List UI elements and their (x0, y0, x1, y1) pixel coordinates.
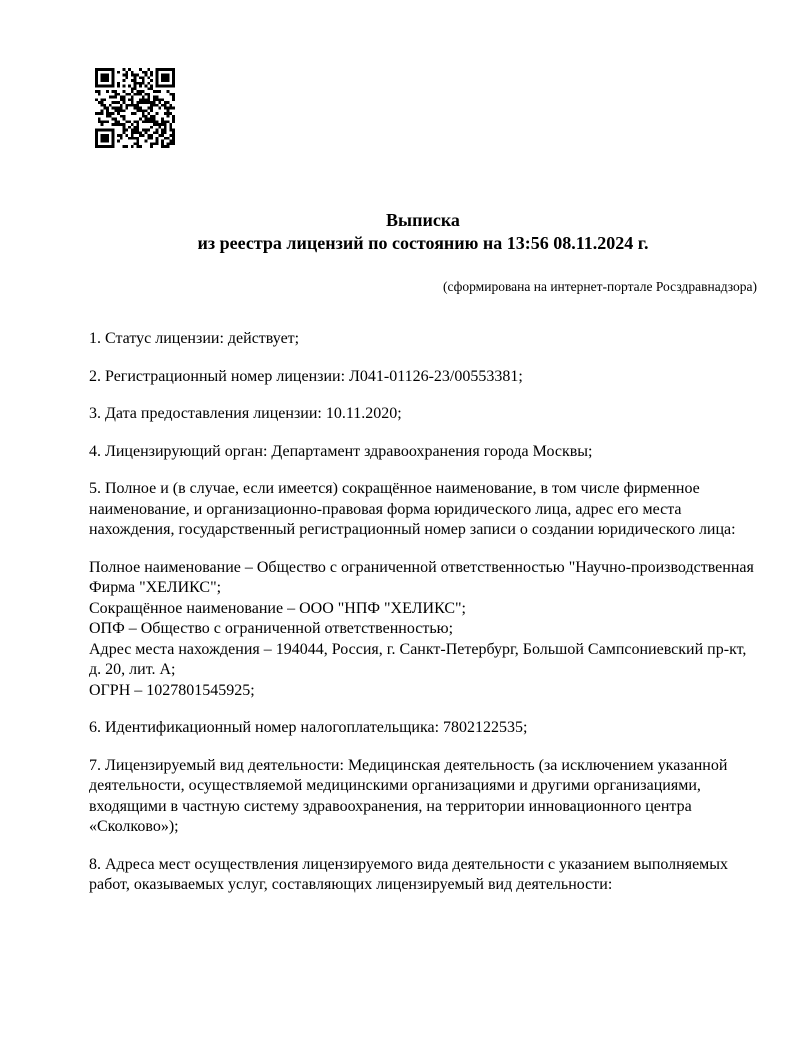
item-license-status: 1. Статус лицензии: действует; (89, 330, 300, 347)
item-addresses-heading: 8. Адреса мест осуществления лицензируемого вида деятельности с указанием выполняемых работ, оказываемых услуг, составляющих лицензируемый вид деятельности: (89, 855, 729, 893)
organization-details (89, 558, 757, 702)
qr-code-icon (95, 68, 175, 148)
document-body (89, 329, 757, 913)
formation-note: (сформирована на интернет-портале Росздравнадзора) (442, 279, 757, 294)
title-line-2: из реестра лицензий по состоянию на 13:56 08.11.2024 г. (197, 233, 649, 253)
title-line-1: Выписка (386, 210, 460, 230)
item-licensing-authority: 4. Лицензирующий орган: Департамент здравоохранения города Москвы; (89, 442, 593, 460)
org-legal-form: ОПФ – Общество с ограниченной ответственностью; (89, 620, 454, 637)
item-organization-heading: 5. Полное и (в случае, если имеется) сокращённое наименование, в том числе фирменное наименование, и организационно-правовая форма юридического лица, адрес его места нахождения, государственный регистрационный номер записи о создании юридического лица: (89, 480, 736, 538)
org-short-name: Сокращённое наименование – ООО "НПФ "ХЕЛИКС"; (89, 599, 466, 617)
item-grant-date: 3. Дата предоставления лицензии: 10.11.2020; (89, 405, 402, 422)
item-activity-type: 7. Лицензируемый вид деятельности: Медицинская деятельность (за исключением указанной деятельности, осуществляемой медицинскими организациями и другими организациями, входящими в частную систему здравоохранения, на территории инновационного центра «Сколково»); (89, 756, 728, 835)
org-ogrn: ОГРН – 1027801545925; (89, 681, 255, 699)
item-registration-number: 2. Регистрационный номер лицензии: Л041-01126-23/00553381; (89, 367, 523, 385)
document-title (89, 209, 757, 255)
org-address: Адрес места нахождения – 194044, Россия, г. Санкт-Петербург, Большой Сампсониевский пр-кт, д. 20, лит. А; (89, 640, 747, 678)
item-taxpayer-number: 6. Идентификационный номер налогоплательщика: 7802122535; (89, 719, 528, 736)
org-full-name: Полное наименование – Общество с ограниченной ответственностью "Научно-производственная Фирма "ХЕЛИКС"; (89, 558, 754, 596)
